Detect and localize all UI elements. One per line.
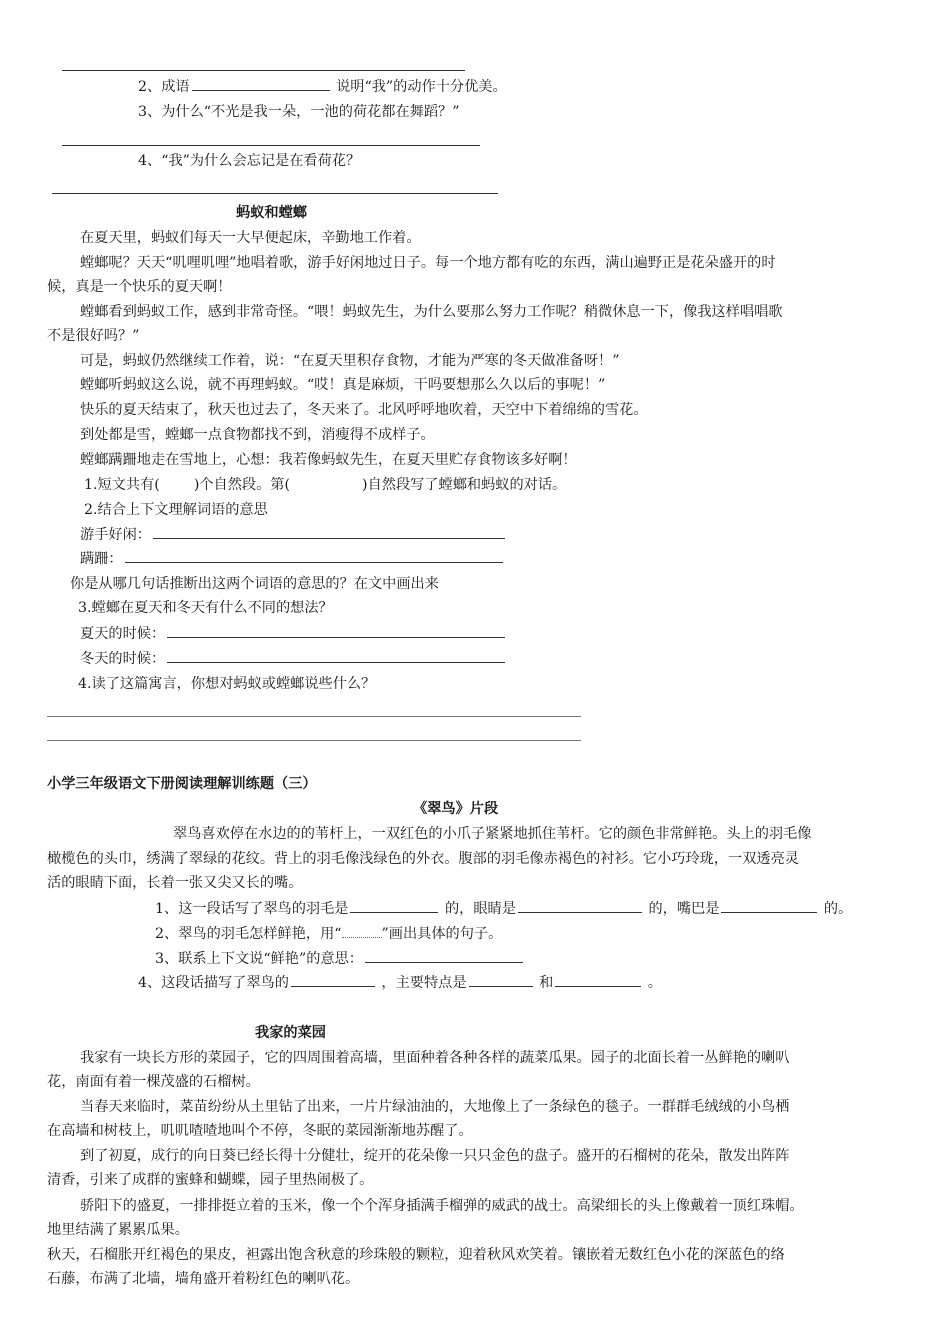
question-4: 4、“我”为什么会忘记是在看荷花？ xyxy=(138,153,361,169)
word-label: 游手好闲： xyxy=(80,527,151,543)
answer-line[interactable] xyxy=(62,145,480,146)
paragraph: 橄榄色的头巾，绣满了翠绿的花纹。背上的羽毛像浅绿色的外衣。腹部的羽毛像赤褐色的衬衫。它小巧玲珑，一双透亮灵 xyxy=(47,851,799,867)
question-text: )个自然段。第( xyxy=(193,477,291,493)
answer-blank[interactable] xyxy=(153,524,505,539)
paragraph: 石藤，布满了北墙，墙角盛开着粉红色的喇叭花。 xyxy=(47,1271,360,1287)
answer-line[interactable] xyxy=(47,716,581,717)
paragraph: 可是，蚂蚁仍然继续工作着，说：“在夏天里积存食物，才能为严寒的冬天做准备呀！” xyxy=(80,353,620,369)
paragraph: 快乐的夏天结束了，秋天也过去了，冬天来了。北风呼呼地吹着，天空中下着绵绵的雪花。 xyxy=(80,402,648,418)
paragraph: 当春天来临时，菜苗纷纷从土里钻了出来，一片片绿油油的，大地像上了一条绿色的毯子。一群群毛绒绒的小鸟栖 xyxy=(80,1099,790,1115)
answer-blank[interactable] xyxy=(365,948,523,963)
question-text: 说明“我”的动作十分优美。 xyxy=(336,79,507,95)
question-2 xyxy=(155,923,502,945)
question-3: 3、为什么“不光是我一朵，一池的荷花都在舞蹈？” xyxy=(138,104,460,120)
paragraph: 螳螂呢？天天“叽哩叽哩”地唱着歌，游手好闲地过日子。每一个地方都有吃的东西，满山遍野正是花朵盛开的时 xyxy=(80,255,776,271)
answer-blank[interactable] xyxy=(518,898,642,913)
winter-row xyxy=(80,648,507,670)
answer-blank[interactable] xyxy=(291,972,375,987)
answer-line xyxy=(62,70,465,71)
paragraph: 到处都是雪，螳螂一点食物都找不到，消瘦得不成样子。 xyxy=(80,427,435,443)
paragraph: 清香，引来了成群的蜜蜂和蝴蝶，园子里热闹极了。 xyxy=(47,1172,374,1188)
answer-blank[interactable] xyxy=(125,548,503,563)
question-4 xyxy=(138,972,662,994)
paragraph: 螳螂听蚂蚁这么说，就不再理蚂蚁。“哎！真是麻烦，干吗要想那么久以后的事呢！” xyxy=(80,377,606,393)
word-row xyxy=(80,524,507,546)
paragraph: 我家有一块长方形的菜园子，它的四周围着高墙，里面种着各种各样的蔬菜瓜果。园子的北面长着一丛鲜艳的喇叭 xyxy=(80,1050,790,1066)
question-3: 3.螳螂在夏天和冬天有什么不同的想法？ xyxy=(78,600,333,616)
question-text: 。 xyxy=(647,975,662,991)
paragraph: 在夏天里，蚂蚁们每天一大早便起床，辛勤地工作着。 xyxy=(80,230,421,246)
question-text: ”画出具体的句子。 xyxy=(381,926,503,942)
summer-row xyxy=(80,623,507,645)
question-text: 1.短文共有( xyxy=(84,477,160,493)
paragraph: 翠鸟喜欢停在水边的的苇杆上，一双红色的小爪子紧紧地抓住苇杆。它的颜色非常鲜艳。头上的羽毛像 xyxy=(173,826,812,842)
question-text: 3、联系上下文说“鲜艳”的意思： xyxy=(155,951,363,967)
question-text: 2、翠鸟的羽毛怎样鲜艳，用“ xyxy=(155,926,342,942)
paragraph: 不是很好吗？” xyxy=(47,328,140,344)
answer-blank[interactable] xyxy=(350,898,438,913)
story-title: 《翠鸟》片段 xyxy=(413,801,499,817)
answer-blank[interactable] xyxy=(167,648,505,663)
paragraph: 花，南面有着一棵茂盛的石榴树。 xyxy=(47,1074,260,1090)
question-text: )自然段写了螳螂和蚂蚁的对话。 xyxy=(362,477,567,493)
question-text: ，主要特点是 xyxy=(381,975,467,991)
answer-blank[interactable] xyxy=(721,898,817,913)
paragraph: 在高墙和树枝上，叽叽喳喳地叫个不停，冬眠的菜园渐渐地苏醒了。 xyxy=(47,1123,473,1139)
paragraph: 活的眼睛下面，长着一张又尖又长的嘴。 xyxy=(47,875,303,891)
question-text: 的，眼睛是 xyxy=(444,901,516,917)
question-text: 和 xyxy=(539,975,554,991)
question-2 xyxy=(138,76,507,98)
paragraph: 候，真是一个快乐的夏天啊！ xyxy=(47,279,232,295)
section-heading: 小学三年级语文下册阅读理解训练题（三） xyxy=(47,776,317,792)
question-4: 4.读了这篇寓言，你想对蚂蚁或螳螂说些什么？ xyxy=(78,676,376,692)
paragraph: 到了初夏，成行的向日葵已经长得十分健壮，绽开的花朵像一只只金色的盘子。盛开的石榴树的花朵，散发出阵阵 xyxy=(80,1148,790,1164)
word-row xyxy=(80,548,505,570)
answer-blank[interactable] xyxy=(192,76,330,91)
question-1 xyxy=(155,898,852,920)
wavy-line-mark xyxy=(342,925,382,938)
paragraph: 地里结满了累累瓜果。 xyxy=(47,1222,189,1238)
paragraph: 秋天，石榴胀开红褐色的果皮，袒露出饱含秋意的珍珠般的颗粒，迎着秋风欢笑着。镶嵌着无数红色小花的深蓝色的络 xyxy=(47,1247,785,1263)
story-title: 我家的菜园 xyxy=(255,1025,326,1041)
answer-line[interactable] xyxy=(52,193,498,194)
question-3 xyxy=(155,948,525,970)
question-text: 4、这段话描写了翠鸟的 xyxy=(138,975,289,991)
story-title: 蚂蚁和螳螂 xyxy=(236,205,307,221)
answer-blank[interactable] xyxy=(555,972,641,987)
paragraph: 螳螂蹒跚地走在雪地上，心想：我若像蚂蚁先生，在夏天里贮存食物该多好啊！ xyxy=(80,452,577,468)
paragraph: 螳螂看到蚂蚁工作，感到非常奇怪。“喂！蚂蚁先生，为什么要那么努力工作呢？稍微休息一下，像我这样唱唱歌 xyxy=(80,304,783,320)
question-note: 你是从哪几句话推断出这两个词语的意思的？在文中画出来 xyxy=(70,576,439,592)
word-label: 蹒跚： xyxy=(80,551,123,567)
question-1 xyxy=(84,474,566,496)
question-text: 2、成语 xyxy=(138,79,190,95)
paragraph: 骄阳下的盛夏，一排排挺立着的玉米，像一个个浑身插满手榴弹的威武的战士。高梁细长的头上像戴着一顶红珠帽。 xyxy=(80,1198,804,1214)
question-text: 的，嘴巴是 xyxy=(648,901,720,917)
summer-label: 夏天的时候： xyxy=(80,626,166,642)
answer-blank[interactable] xyxy=(167,623,505,638)
winter-label: 冬天的时候： xyxy=(80,651,166,667)
answer-line[interactable] xyxy=(47,740,581,741)
answer-blank[interactable] xyxy=(469,972,533,987)
question-2: 2.结合上下文理解词语的意思 xyxy=(84,502,268,518)
question-text: 的。 xyxy=(823,901,853,917)
question-text: 1、这一段话写了翠鸟的羽毛是 xyxy=(155,901,349,917)
